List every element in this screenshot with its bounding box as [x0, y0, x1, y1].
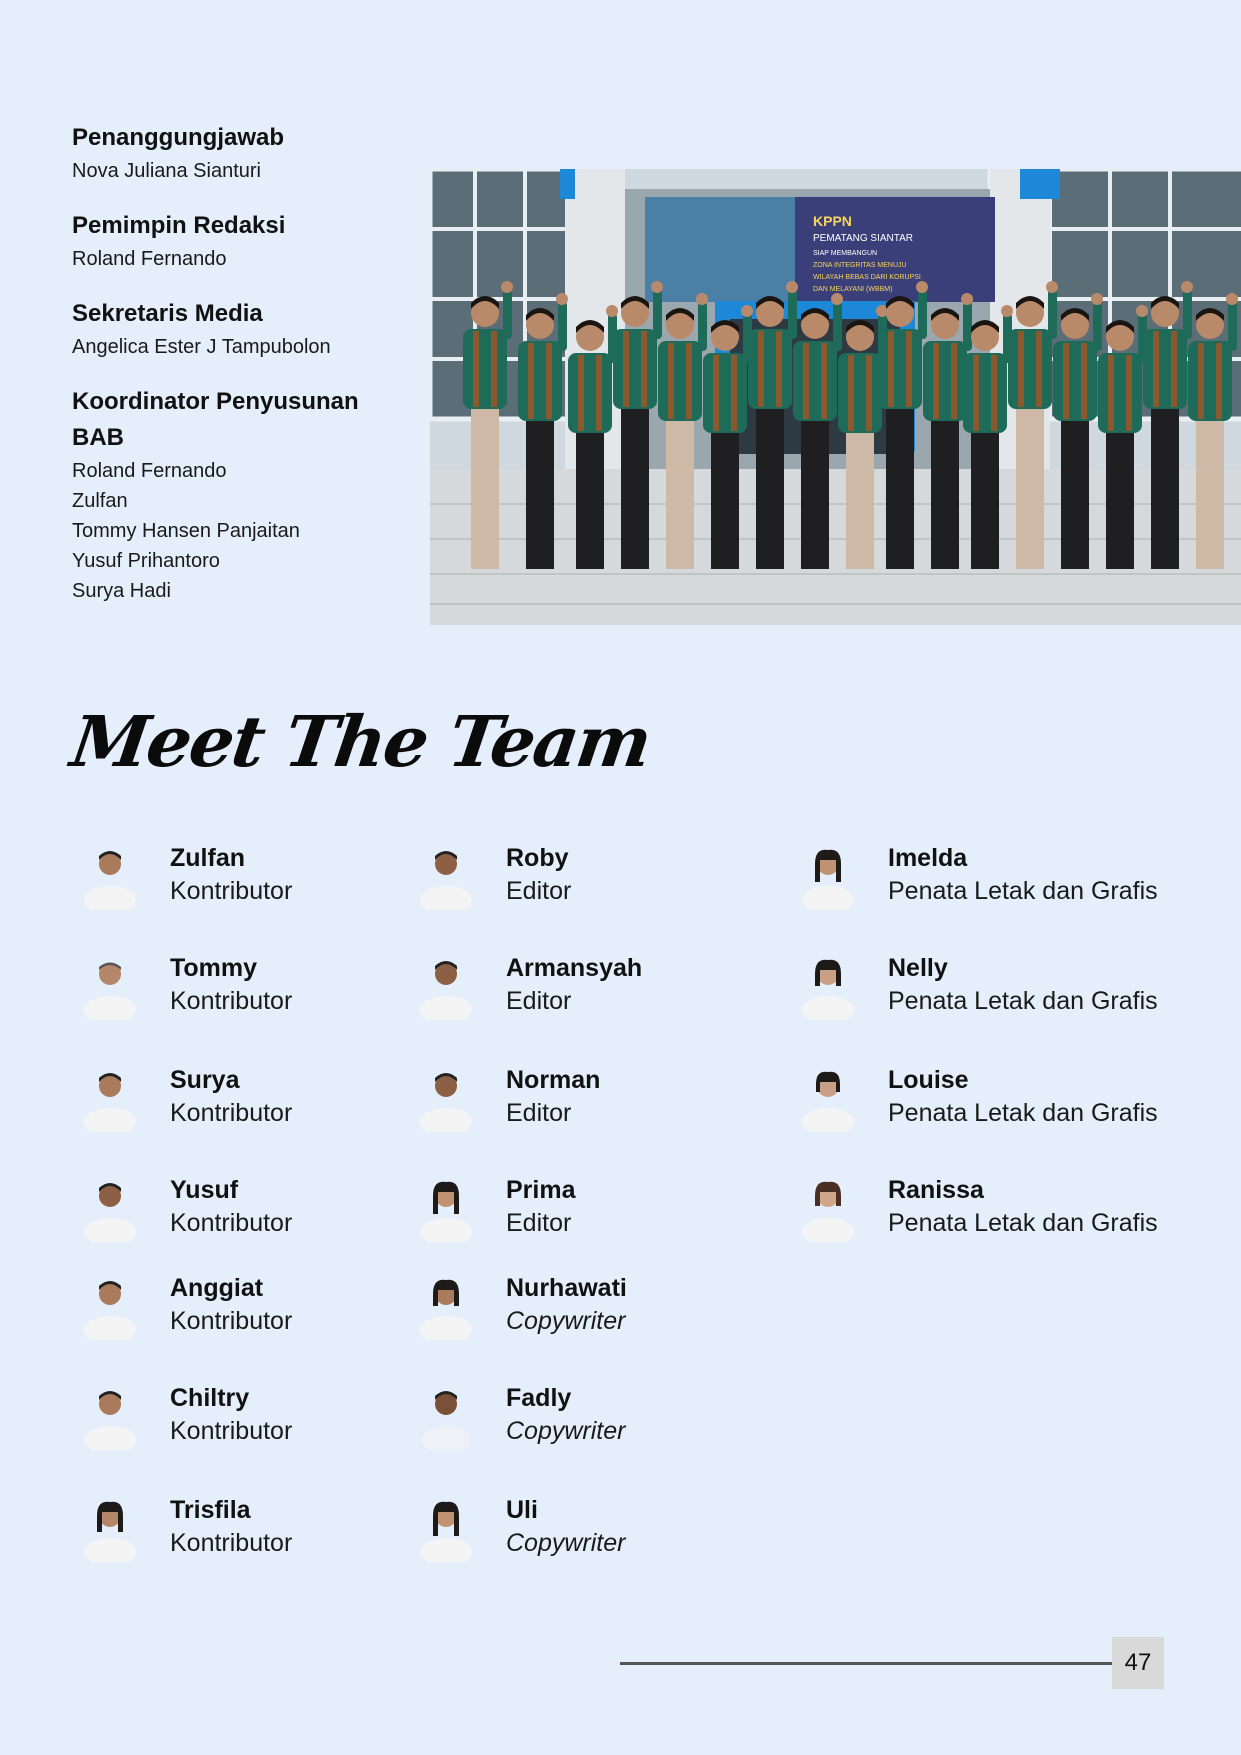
member-photo-icon	[416, 840, 476, 910]
member-name: Ranissa	[888, 1176, 984, 1204]
credit-block	[72, 296, 402, 362]
member-photo-icon	[416, 950, 476, 1020]
credit-block	[72, 384, 402, 606]
credit-block	[72, 208, 402, 274]
member-name: Roby	[506, 844, 569, 872]
member-role: Editor	[506, 987, 572, 1015]
team-member	[798, 1062, 1158, 1132]
team-member	[416, 1062, 600, 1132]
banner-line: ZONA INTEGRITAS MENUJU	[813, 262, 907, 269]
member-role: Editor	[506, 877, 572, 905]
member-name: Prima	[506, 1176, 576, 1204]
banner-title: KPPN	[813, 213, 852, 229]
member-photo-icon	[416, 1062, 476, 1132]
member-name: Zulfan	[170, 844, 245, 872]
credit-name: Tommy Hansen Panjaitan	[72, 520, 300, 542]
banner-line: SIAP MEMBANGUN	[813, 250, 878, 257]
member-photo-icon	[80, 1492, 140, 1562]
member-role: Copywriter	[506, 1529, 626, 1557]
team-member	[416, 1492, 625, 1562]
team-member	[80, 1270, 292, 1340]
member-name: Trisfila	[170, 1496, 251, 1524]
banner-subtitle: PEMATANG SIANTAR	[813, 233, 914, 244]
member-name: Louise	[888, 1066, 969, 1094]
team-member	[798, 950, 1158, 1020]
member-name: Tommy	[170, 954, 258, 982]
member-name: Yusuf	[170, 1176, 239, 1204]
member-role: Kontributor	[170, 987, 293, 1015]
credit-name: Zulfan	[72, 490, 128, 512]
credit-role: Penanggungjawab	[72, 124, 285, 151]
member-name: Anggiat	[170, 1274, 264, 1302]
member-photo-icon	[798, 950, 858, 1020]
member-role: Kontributor	[170, 877, 293, 905]
credit-role: Koordinator Penyusunan BAB	[72, 388, 359, 451]
member-name: Imelda	[888, 844, 968, 872]
footer-rule	[620, 1662, 1112, 1665]
credit-name: Surya Hadi	[72, 580, 171, 602]
member-name: Nurhawati	[506, 1274, 627, 1302]
credits-list	[72, 120, 402, 628]
team-member	[80, 1172, 292, 1242]
member-role: Penata Letak dan Grafis	[888, 877, 1158, 905]
team-member	[80, 840, 292, 910]
team-member	[416, 1172, 575, 1242]
banner-line: DAN MELAYANI (WBBM)	[813, 286, 893, 293]
member-name: Armansyah	[506, 954, 643, 982]
member-role: Copywriter	[506, 1307, 626, 1335]
member-photo-icon	[416, 1380, 476, 1450]
member-photo-icon	[416, 1492, 476, 1562]
member-name: Chiltry	[170, 1384, 250, 1412]
credit-block	[72, 120, 402, 186]
team-title: Meet The Team	[66, 700, 656, 783]
member-role: Penata Letak dan Grafis	[888, 1209, 1158, 1237]
member-role: Kontributor	[170, 1209, 293, 1237]
team-member	[416, 950, 642, 1020]
member-role: Editor	[506, 1099, 572, 1127]
member-name: Norman	[506, 1066, 601, 1094]
member-photo-icon	[798, 840, 858, 910]
credit-name: Angelica Ester J Tampubolon	[72, 336, 331, 358]
team-member	[80, 1380, 292, 1450]
member-photo-icon	[80, 950, 140, 1020]
people-group	[463, 281, 1238, 569]
credit-name: Yusuf Prihantoro	[72, 550, 220, 572]
team-member	[80, 1492, 292, 1562]
member-name: Uli	[506, 1496, 538, 1524]
team-member	[80, 950, 292, 1020]
member-role: Penata Letak dan Grafis	[888, 1099, 1158, 1127]
member-role: Kontributor	[170, 1099, 293, 1127]
member-photo-icon	[80, 840, 140, 910]
credit-role: Sekretaris Media	[72, 300, 263, 327]
member-role: Kontributor	[170, 1307, 293, 1335]
team-member	[798, 1172, 1158, 1242]
member-photo-icon	[798, 1062, 858, 1132]
group-photo-illustration	[430, 169, 1241, 625]
member-photo-icon	[80, 1172, 140, 1242]
team-member	[798, 840, 1158, 910]
credit-role: Pemimpin Redaksi	[72, 212, 286, 239]
team-member	[416, 840, 571, 910]
member-photo-icon	[80, 1270, 140, 1340]
banner-line: WILAYAH BEBAS DARI KORUPSI	[813, 274, 921, 281]
group-photo	[430, 169, 1241, 625]
credit-name: Roland Fernando	[72, 460, 227, 482]
member-name: Fadly	[506, 1384, 572, 1412]
page-number: 47	[1112, 1637, 1164, 1689]
member-role: Kontributor	[170, 1417, 293, 1445]
member-photo-icon	[798, 1172, 858, 1242]
member-role: Penata Letak dan Grafis	[888, 987, 1158, 1015]
member-name: Surya	[170, 1066, 240, 1094]
team-member	[416, 1270, 627, 1340]
credit-name: Nova Juliana Sianturi	[72, 160, 261, 182]
member-photo-icon	[80, 1380, 140, 1450]
member-role: Editor	[506, 1209, 572, 1237]
member-name: Nelly	[888, 954, 948, 982]
member-role: Kontributor	[170, 1529, 293, 1557]
member-role: Copywriter	[506, 1417, 626, 1445]
member-photo-icon	[416, 1172, 476, 1242]
team-member	[80, 1062, 292, 1132]
team-member	[416, 1380, 625, 1450]
member-photo-icon	[416, 1270, 476, 1340]
member-photo-icon	[80, 1062, 140, 1132]
credit-name: Roland Fernando	[72, 248, 227, 270]
